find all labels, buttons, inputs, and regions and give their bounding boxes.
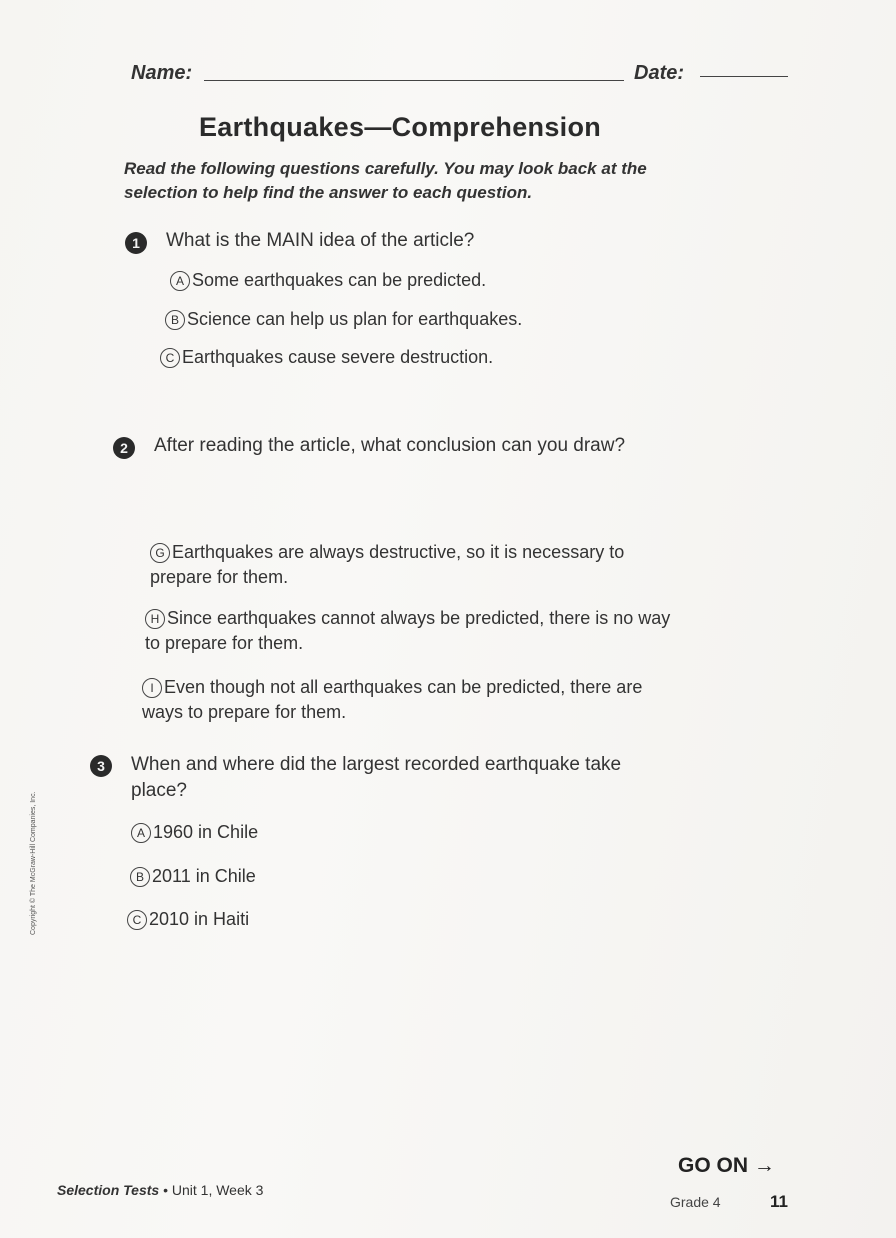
- question-2-number: 2: [113, 437, 135, 459]
- question-2-text: After reading the article, what conclusion can you draw?: [154, 435, 626, 456]
- page-number: 11: [770, 1192, 788, 1211]
- choice-text: Even though not all earthquakes can be predicted, there are ways to prepare for them.: [142, 677, 643, 722]
- question-2-choice-i[interactable]: [142, 675, 652, 725]
- copyright-notice: Copyright © The McGraw-Hill Companies, Inc.: [30, 791, 37, 935]
- choice-text: Since earthquakes cannot always be predicted, there is no way to prepare for them.: [145, 608, 671, 653]
- name-label: Name:: [131, 62, 193, 84]
- choice-text: 2011 in Chile: [152, 866, 256, 886]
- question-2-choice-g[interactable]: [150, 540, 690, 590]
- question-3-number: 3: [90, 755, 112, 777]
- answer-bubble-icon[interactable]: C: [160, 348, 180, 368]
- answer-bubble-icon[interactable]: I: [142, 678, 162, 698]
- question-2-choice-h[interactable]: [145, 606, 675, 656]
- grade-label: Grade 4: [670, 1194, 721, 1210]
- question-3-choice-b[interactable]: [130, 864, 256, 889]
- question-1-number: 1: [125, 232, 147, 254]
- answer-bubble-icon[interactable]: G: [150, 543, 170, 563]
- series-name: Selection Tests: [57, 1182, 160, 1198]
- question-3-text: When and where did the largest recorded earthquake take place?: [131, 754, 622, 801]
- answer-bubble-icon[interactable]: C: [127, 910, 147, 930]
- name-field[interactable]: [204, 80, 624, 81]
- choice-text: 2010 in Haiti: [149, 909, 250, 929]
- choice-text: Earthquakes cause severe destruction.: [182, 347, 494, 367]
- question-1-choice-c[interactable]: [160, 345, 493, 370]
- question-1-text: What is the MAIN idea of the article?: [166, 230, 475, 251]
- choice-text: Earthquakes are always destructive, so it is necessary to prepare for them.: [150, 542, 625, 587]
- answer-bubble-icon[interactable]: A: [131, 823, 151, 843]
- answer-bubble-icon[interactable]: H: [145, 609, 165, 629]
- question-3-choice-c[interactable]: [127, 907, 249, 932]
- answer-bubble-icon[interactable]: A: [170, 271, 190, 291]
- footer-series: [57, 1182, 263, 1198]
- date-field[interactable]: [700, 76, 788, 77]
- date-label: Date:: [634, 62, 685, 84]
- question-3-choice-a[interactable]: [131, 820, 258, 845]
- answer-bubble-icon[interactable]: B: [130, 867, 150, 887]
- go-on-label: GO ON →: [678, 1154, 775, 1177]
- unit-week: • Unit 1, Week 3: [163, 1182, 264, 1198]
- choice-text: Some earthquakes can be predicted.: [192, 270, 487, 290]
- choice-text: 1960 in Chile: [153, 822, 259, 842]
- page-title: Earthquakes—Comprehension: [198, 112, 602, 142]
- choice-text: Science can help us plan for earthquakes.: [187, 309, 523, 329]
- answer-bubble-icon[interactable]: B: [165, 310, 185, 330]
- instructions: Read the following questions carefully. You may look back at the selection to help find the answer to each question.: [124, 159, 647, 202]
- question-1-choice-a[interactable]: [170, 268, 486, 293]
- question-1-choice-b[interactable]: [165, 307, 522, 332]
